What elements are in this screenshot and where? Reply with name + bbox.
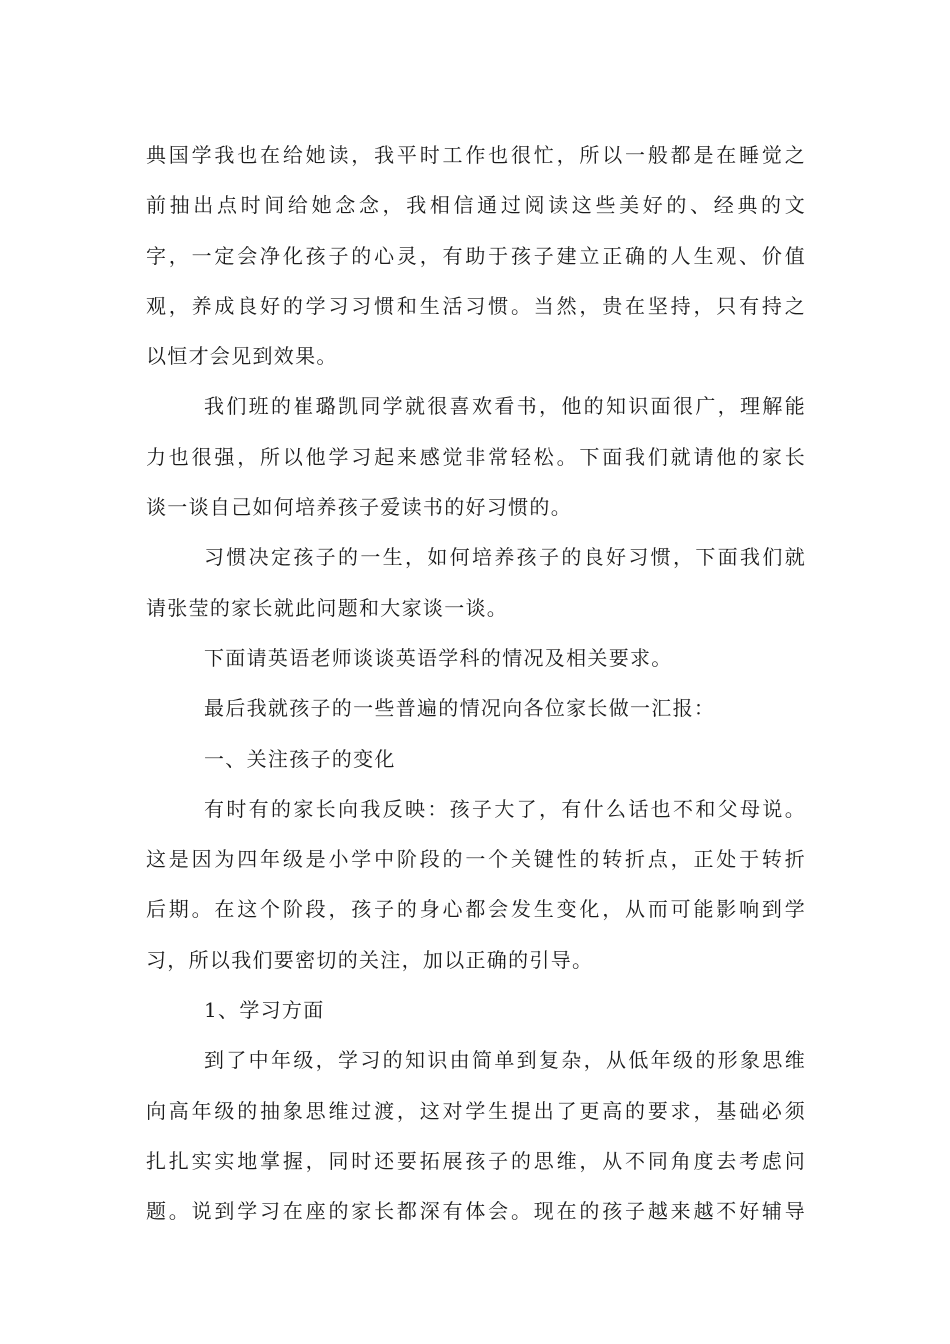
text-line: 一、关注孩子的变化 (204, 746, 396, 771)
text-line: 下面请英语老师谈谈英语学科的情况及相关要求。 (204, 645, 673, 670)
text-line: 典国学我也在给她读，我平时工作也很忙，所以一般都是在睡觉之 (146, 143, 806, 167)
text-line: 1、学习方面 (204, 998, 325, 1023)
text-line: 请张莹的家长就此问题和大家谈一谈。 (146, 595, 509, 620)
text-line: 前抽出点时间给她念念，我相信通过阅读这些美好的、经典的文 (146, 193, 806, 218)
text-line: 观，养成良好的学习习惯和生活习惯。当然，贵在坚持，只有持之 (146, 293, 806, 318)
text-line: 到了中年级，学习的知识由简单到复杂，从低年级的形象思维 (204, 1048, 806, 1073)
text-line: 我们班的崔璐凯同学就很喜欢看书，他的知识面很广，理解能 (204, 394, 806, 419)
document-body (146, 130, 806, 1237)
text-line: 习，所以我们要密切的关注，加以正确的引导。 (146, 947, 594, 972)
text-line: 题。说到学习在座的家长都深有体会。现在的孩子越来越不好辅导 (146, 1199, 806, 1224)
text-line: 以恒才会见到效果。 (146, 344, 338, 369)
text-line: 有时有的家长向我反映：孩子大了，有什么话也不和父母说。 (204, 796, 806, 821)
text-line: 字，一定会净化孩子的心灵，有助于孩子建立正确的人生观、价值 (146, 243, 806, 268)
text-line: 这是因为四年级是小学中阶段的一个关键性的转折点，正处于转折 (146, 847, 806, 872)
text-line: 扎扎实实地掌握，同时还要拓展孩子的思维，从不同角度去考虑问 (146, 1148, 806, 1173)
text-line: 谈一谈自己如何培养孩子爱读书的好习惯的。 (146, 495, 572, 520)
text-line: 最后我就孩子的一些普遍的情况向各位家长做一汇报： (204, 696, 716, 721)
text-line: 力也很强，所以他学习起来感觉非常轻松。下面我们就请他的家长 (146, 444, 806, 469)
text-line: 后期。在这个阶段，孩子的身心都会发生变化，从而可能影响到学 (146, 897, 806, 922)
text-line: 习惯决定孩子的一生，如何培养孩子的良好习惯，下面我们就 (204, 545, 806, 570)
text-line: 向高年级的抽象思维过渡，这对学生提出了更高的要求，基础必须 (146, 1098, 806, 1123)
